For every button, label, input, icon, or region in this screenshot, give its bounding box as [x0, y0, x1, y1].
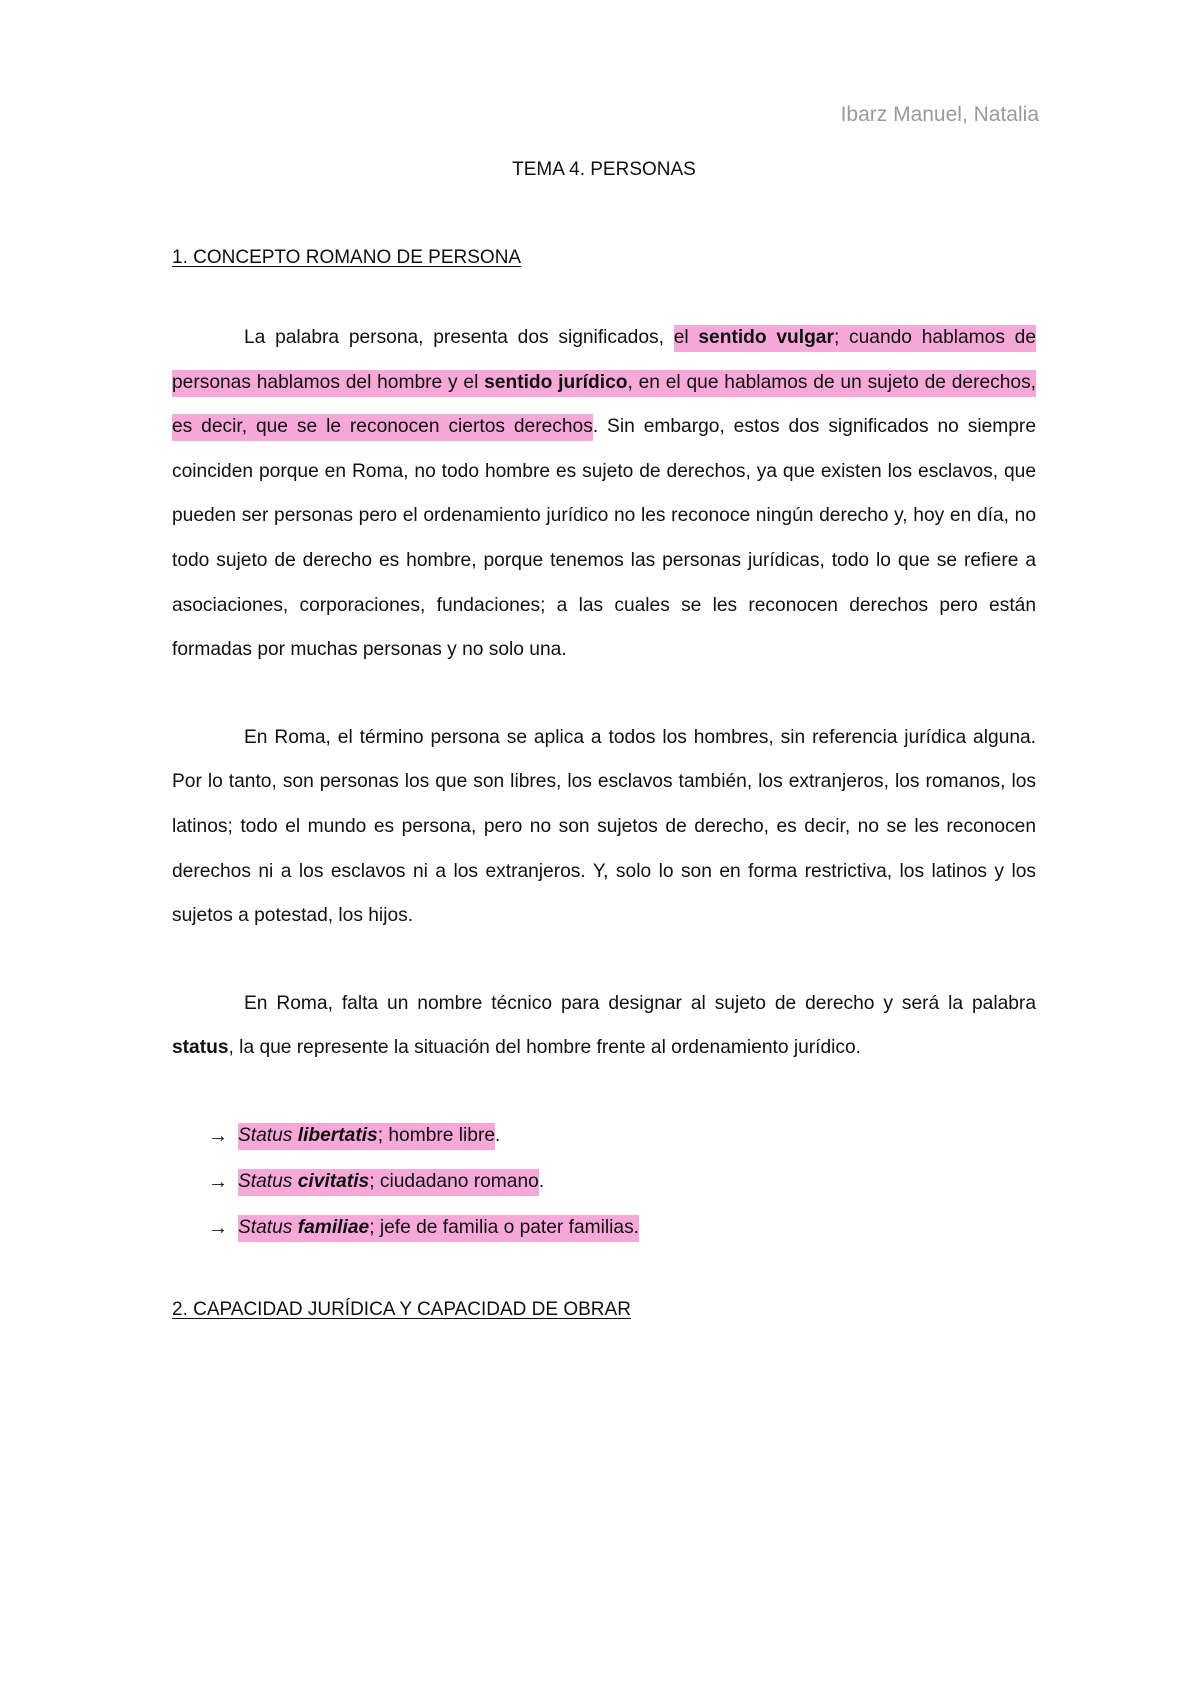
status-item-familiae: [208, 1205, 1036, 1251]
arrow-right-icon: →: [208, 1216, 228, 1239]
latin-term: Status libertatis: [238, 1124, 378, 1146]
arrow-right-icon: →: [208, 1124, 228, 1147]
status-list: [172, 1113, 1036, 1251]
highlight: [238, 1215, 639, 1242]
section-heading-2: 2. CAPACIDAD JURÍDICA Y CAPACIDAD DE OBRAR: [172, 1298, 631, 1320]
status-description: ; hombre libre: [377, 1124, 496, 1146]
status-description: ; jefe de familia o pater familias.: [369, 1216, 640, 1238]
paragraph-text: En Roma, falta un nombre técnico para designar al sujeto de derecho y será la palabra: [244, 992, 1036, 1014]
highlight-text: ; cuando hablamos de personas hablamos del hombre y el: [172, 327, 1037, 393]
bold-term-status: status: [172, 1037, 229, 1059]
bold-term-sentido-juridico: sentido jurídico: [484, 371, 628, 393]
latin-term: Status civitatis: [238, 1170, 370, 1192]
section-heading-1: 1. CONCEPTO ROMANO DE PERSONA: [172, 247, 522, 268]
status-item-libertatis: → Status libertatis; hombre libre.: [208, 1113, 1036, 1159]
status-item-civitatis: → Status civitatis; ciudadano romano.: [208, 1159, 1036, 1205]
highlight: [238, 1169, 539, 1196]
paragraph-roma-persona: En Roma, el término persona se aplica a todos los hombres, sin referencia jurídica alguna. Por lo tanto, son personas los que son libres, los esclavos también, los extranjeros, los romanos, los latinos; todo el mundo es persona, pero no son sujetos de derecho, es decir, no se les reconocen derechos ni a los esclavos ni a los extranjeros. Y, solo lo son en forma restrictiva, los latinos y los sujetos a potestad, los hijos.: [172, 726, 1036, 927]
document-title: TEMA 4. PERSONAS: [512, 159, 696, 180]
paragraph-status: [172, 982, 1036, 1071]
highlight-text: el: [673, 327, 699, 348]
paragraph-text: , la que represente la situación del hombre frente al ordenamiento jurídico.: [228, 1037, 862, 1059]
paragraph-text: . Sin embargo, estos dos significados no siempre coinciden porque en Roma, no todo hombre es sujeto de derechos, ya que existen los esclavos, que pueden ser personas pero el ordenamiento jurídico no les reconoce ningún derecho y, hoy en día, no todo sujeto de derecho es hombre, porque tenemos las personas jurídicas, todo lo que se refiere a asociaciones, corporaciones, fundaciones; a las cuales se les reconocen derechos pero están formadas por muchas personas y no solo una.: [172, 416, 1036, 661]
highlight: [238, 1123, 495, 1150]
bold-term-sentido-vulgar: sentido vulgar: [698, 327, 834, 348]
latin-term: Status familiae: [238, 1216, 370, 1238]
arrow-right-icon: →: [208, 1170, 228, 1193]
status-description: ; ciudadano romano: [369, 1170, 539, 1192]
paragraph-text: La palabra persona, presenta dos significados,: [244, 327, 674, 348]
paragraph-concept: [172, 316, 1036, 673]
author-name: Ibarz Manuel, Natalia: [840, 103, 1039, 126]
highlight-text: , en el que hablamos de un sujeto de derechos, es decir, que se le reconocen ciertos derechos: [172, 371, 1036, 438]
